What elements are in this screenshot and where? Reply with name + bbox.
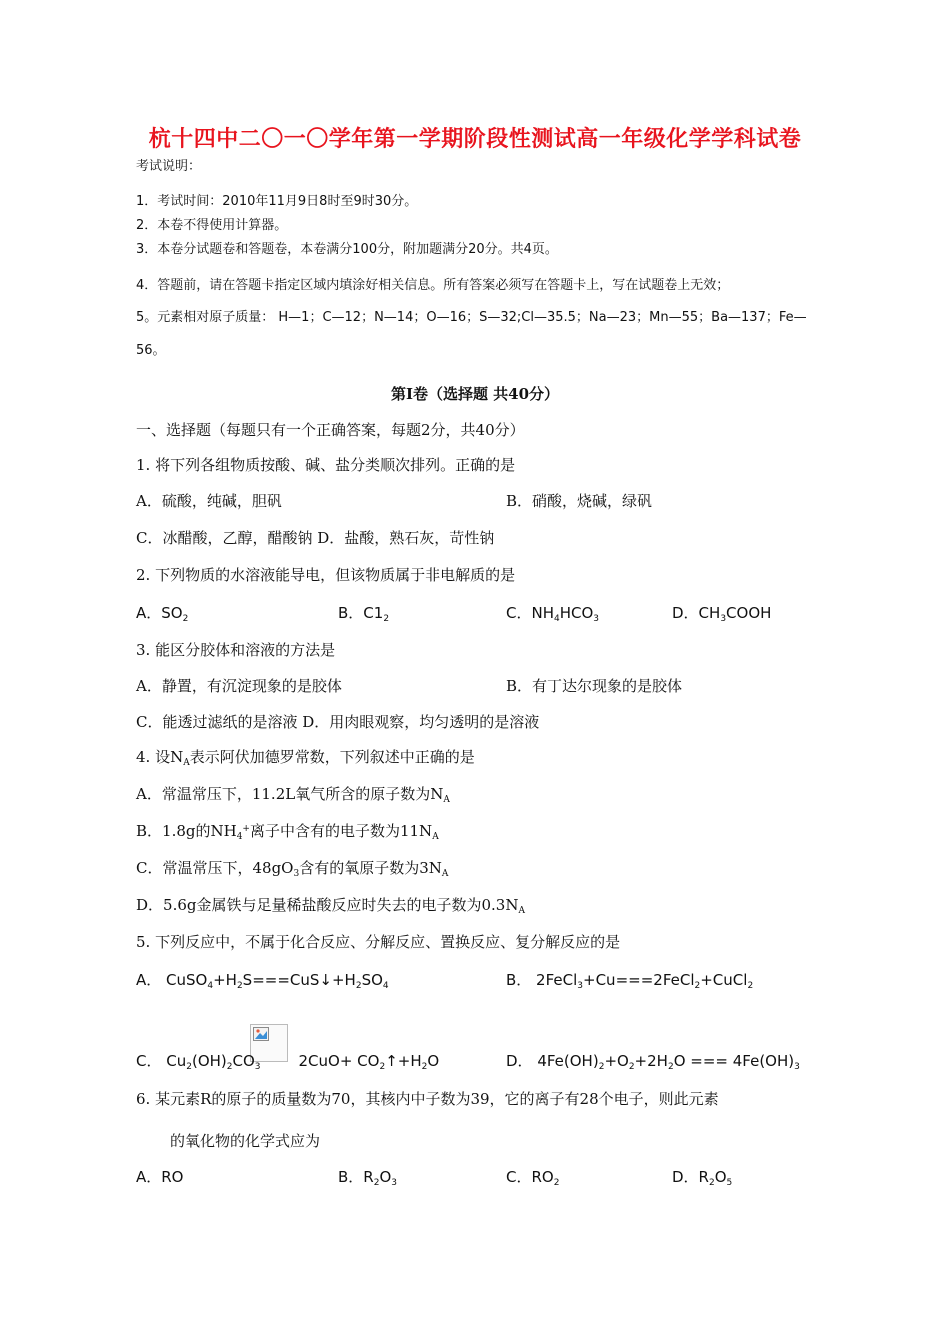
question-2-stem: 2. 下列物质的水溶液能导电，但该物质属于非电解质的是 [136, 566, 516, 584]
question-2-option-b: B．$C1_2$ [338, 604, 390, 624]
question-5-option-a: A． $CuSO_4+H_2S===CuS↓+H_2SO_4$ [136, 971, 389, 991]
question-6-option-a: A．RO [136, 1168, 184, 1186]
question-6-stem: 6. 某元素R的原子的质量数为70，其核内中子数为39，它的离子有28个电子，则此元素 [136, 1090, 719, 1108]
question-6-option-b: B．$R_2O_3$ [338, 1168, 397, 1188]
question-6-option-c: C．$RO_2$ [506, 1168, 560, 1188]
question-2-option-d: D．$CH_3COOH$ [672, 604, 772, 624]
instruction-2: 2．本卷不得使用计算器。 [136, 218, 288, 233]
question-5-option-d: D． $4Fe(OH)_2+O_2+2H_2O$ === $4Fe(OH)_3$ [506, 1052, 800, 1072]
instruction-5: 5。元素相对原子质量： H—1；C—12；N—14；O—16；S—32;Cl—35.5；Na—23；Mn—55；Ba—137；Fe— [136, 310, 807, 325]
section-intro: 一、选择题（每题只有一个正确答案，每题2分，共40分） [136, 421, 525, 439]
question-4-option-c: C．常温常压下，$48gO_3$含有的氧原子数为$3N_A$ [136, 859, 449, 879]
instruction-3: 3．本卷分试题卷和答题卷，本卷满分100分，附加题满分20分。共4页。 [136, 242, 558, 257]
question-3-option-a: A．静置，有沉淀现象的是胶体 [136, 677, 342, 695]
question-1-option-cd: C．冰醋酸，乙醇，醋酸钠 D．盐酸，熟石灰，苛性钠 [136, 529, 495, 547]
question-3-option-b: B．有丁达尔现象的是胶体 [506, 677, 683, 695]
question-3-option-cd: C．能透过滤纸的是溶液 D．用肉眼观察，均匀透明的是溶液 [136, 713, 540, 731]
question-5-option-c: C． $Cu_2(OH)_2CO_3$ $2CuO+ CO_2↑+H_2O$ [136, 1052, 440, 1072]
question-3-stem: 3. 能区分胶体和溶液的方法是 [136, 641, 336, 659]
exam-title: 杭十四中二〇一〇学年第一学期阶段性测试高一年级化学学科试卷 [148, 126, 802, 152]
question-6-stem-cont: 的氧化物的化学式应为 [170, 1132, 321, 1150]
section-title: 第Ⅰ卷（选择题 共40分） [390, 385, 560, 403]
question-5-stem: 5. 下列反应中，不属于化合反应、分解反应、置换反应、复分解反应的是 [136, 933, 621, 951]
question-2-option-a: A．$SO_2$ [136, 604, 189, 624]
instruction-1: 1．考试时间：2010年11月9日8时至9时30分。 [136, 194, 418, 209]
question-2-option-c: C．$NH_4HCO_3$ [506, 604, 600, 624]
question-1-stem: 1. 将下列各组物质按酸、碱、盐分类顺次排列。正确的是 [136, 456, 516, 474]
question-4-option-a: A．常温常压下，11.2L氧气所含的原子数为$N_A$ [136, 785, 450, 805]
question-4-option-b: B．1.8g的$NH_4^+$离子中含有的电子数为$11N_A$ [136, 822, 439, 842]
question-6-option-d: D．$R_2O_5$ [672, 1168, 733, 1188]
question-1-option-b: B．硝酸，烧碱，绿矾 [506, 492, 653, 510]
question-4-option-d: D．5.6g金属铁与足量稀盐酸反应时失去的电子数为$0.3N_A$ [136, 896, 525, 916]
instruction-5-cont: 56。 [136, 343, 166, 358]
question-4-stem: 4. 设$N_A$表示阿伏加德罗常数，下列叙述中正确的是 [136, 748, 475, 768]
question-5-option-b: B． 2FeCl$_3$+Cu===2FeCl$_2$+CuCl$_2$ [506, 971, 754, 991]
instructions-heading: 考试说明： [136, 159, 202, 174]
question-1-option-a: A．硫酸，纯碱，胆矾 [136, 492, 282, 510]
instruction-4: 4．答题前，请在答题卡指定区域内填涂好相关信息。所有答案必须写在答题卡上，写在试题卷上无效； [136, 278, 730, 293]
